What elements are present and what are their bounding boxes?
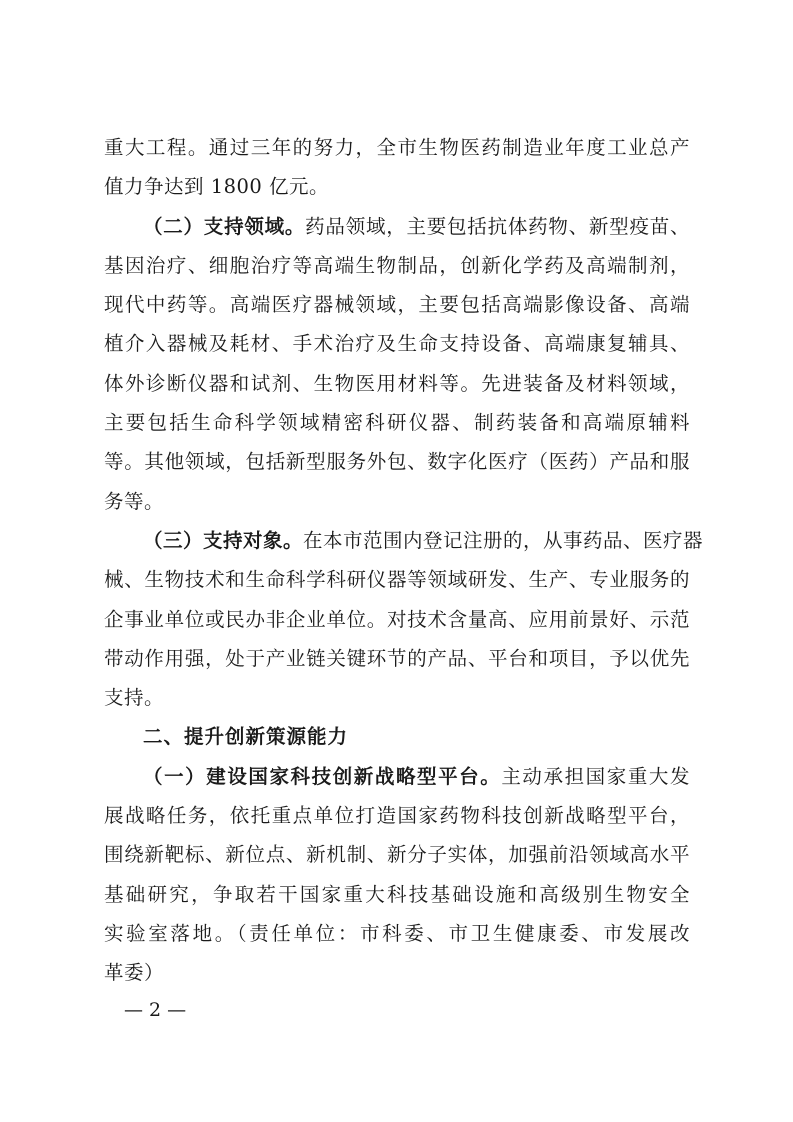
text-line: 植介入器械及耗材、手术治疗及生命支持设备、高端康复辅具、 — [104, 332, 690, 356]
text-line — [104, 207, 690, 246]
text-line: 支持。 — [104, 686, 165, 710]
text-line: 务等。 — [104, 489, 165, 513]
text-line: 现代中药等。高端医疗器械领域，主要包括高端影像设备、高端 — [104, 293, 690, 317]
paragraph — [104, 128, 690, 207]
text-line: 展战略任务，依托重点单位打造国家药物科技创新战略型平台， — [104, 804, 690, 828]
text-line: 企事业单位或民办非企业单位。对技术含量高、应用前景好、示范 — [104, 607, 690, 631]
section-lead: （二）支持领域。 — [143, 214, 306, 238]
text-line: 重大工程。通过三年的努力，全市生物医药制造业年度工业总产 — [104, 136, 690, 159]
section-lead: （一）建设国家科技创新战略型平台。 — [143, 764, 502, 788]
paragraph — [104, 757, 690, 993]
text-run: 药品领域，主要包括抗体药物、新型疫苗、 — [305, 214, 690, 238]
text-line: 体外诊断仪器和试剂、生物医用材料等。先进装备及材料领域， — [104, 371, 690, 395]
text-line — [104, 521, 704, 560]
text-line: 械、生物技术和生命科学科研仪器等领域研发、生产、专业服务的 — [104, 568, 690, 592]
section-heading: 二、提升创新策源能力 — [143, 725, 349, 749]
text-line — [104, 757, 690, 796]
text-run: 主动承担国家重大发 — [501, 764, 690, 788]
page-number: — 2 — — [124, 999, 187, 1021]
text-line: 等。其他领域，包括新型服务外包、数字化医疗（医药）产品和服 — [104, 450, 690, 474]
text-line: 基础研究，争取若干国家重大科技基础设施和高级别生物安全 — [104, 882, 690, 906]
text-line: 围绕新靶标、新位点、新机制、新分子实体，加强前沿领域高水平 — [104, 843, 690, 867]
paragraph — [104, 521, 704, 717]
text-line: 值力争达到 1800 亿元。 — [104, 175, 330, 199]
text-line: 革委） — [104, 961, 165, 985]
text-line: 实验室落地。（责任单位：市科委、市卫生健康委、市发展改 — [104, 921, 690, 945]
text-line: 主要包括生命科学领域精密科研仪器、制药装备和高端原辅料 — [104, 411, 690, 435]
section-lead: （三）支持对象。 — [143, 528, 304, 552]
text-run: 在本市范围内登记注册的，从事药品、医疗器 — [303, 528, 704, 552]
text-line: 基因治疗、细胞治疗等高端生物制品，创新化学药及高端制剂， — [104, 253, 690, 277]
text-line: 带动作用强，处于产业链关键环节的产品、平台和项目，予以优先 — [104, 646, 690, 670]
paragraph — [104, 207, 690, 521]
document-body — [104, 128, 704, 993]
